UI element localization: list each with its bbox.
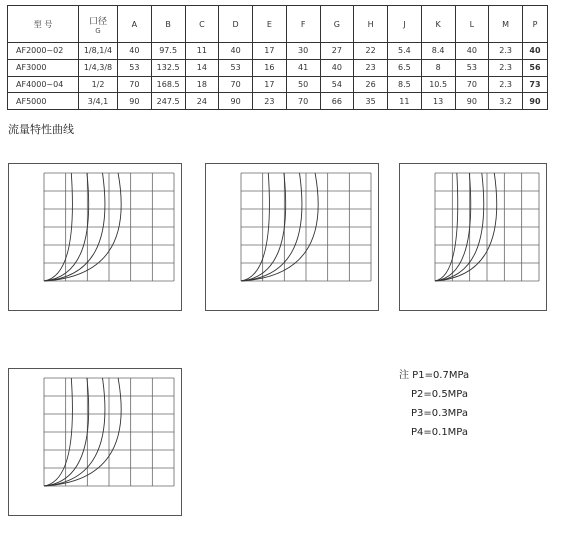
- value-cell: 1/2: [79, 76, 118, 93]
- header-j: J: [388, 6, 422, 43]
- dimension-table: [7, 5, 548, 110]
- value-cell: 50: [286, 76, 320, 93]
- note-line-p1: 注 P1=0.7MPa: [399, 370, 470, 381]
- value-cell: 24: [185, 93, 219, 110]
- value-cell: 40: [320, 59, 354, 76]
- value-cell: 35: [354, 93, 388, 110]
- value-cell: 5.4: [388, 43, 422, 60]
- value-cell: 13: [421, 93, 455, 110]
- header-m: M: [489, 6, 523, 43]
- header-a: A: [118, 6, 152, 43]
- flow-chart-af2000: [8, 163, 182, 311]
- header-k: K: [421, 6, 455, 43]
- chart-frame: [9, 369, 182, 516]
- value-cell: 90: [219, 93, 253, 110]
- flow-chart-af5000: [8, 368, 182, 516]
- flow-chart-af4000: [399, 163, 547, 311]
- pressure-note: [399, 366, 469, 442]
- value-cell: 53: [118, 59, 152, 76]
- value-cell: 70: [118, 76, 152, 93]
- value-cell: 10.5: [421, 76, 455, 93]
- chart-frame: [206, 164, 379, 311]
- header-h: H: [354, 6, 388, 43]
- value-cell: 56: [523, 59, 548, 76]
- value-cell: 40: [118, 43, 152, 60]
- header-g: G: [320, 6, 354, 43]
- value-cell: 54: [320, 76, 354, 93]
- value-cell: 40: [455, 43, 489, 60]
- value-cell: 1/4,3/8: [79, 59, 118, 76]
- value-cell: 70: [455, 76, 489, 93]
- value-cell: 8: [421, 59, 455, 76]
- header-model: 型 号: [8, 6, 79, 43]
- header-l: L: [455, 6, 489, 43]
- model-cell: AF2000~02: [8, 43, 79, 60]
- table-header-row: [8, 6, 548, 43]
- header-e: E: [253, 6, 287, 43]
- value-cell: 30: [286, 43, 320, 60]
- value-cell: 90: [523, 93, 548, 110]
- note-line-p4: P4=0.1MPa: [411, 427, 469, 438]
- value-cell: 18: [185, 76, 219, 93]
- header-p: P: [523, 6, 548, 43]
- value-cell: 70: [286, 93, 320, 110]
- value-cell: 97.5: [151, 43, 185, 60]
- value-cell: 8.5: [388, 76, 422, 93]
- value-cell: 11: [185, 43, 219, 60]
- value-cell: 2.3: [489, 43, 523, 60]
- flow-characteristics-title: 流量特性曲线: [8, 123, 74, 136]
- header-c: C: [185, 6, 219, 43]
- chart-frame: [9, 164, 182, 311]
- note-line-p2: P2=0.5MPa: [411, 389, 469, 400]
- value-cell: 26: [354, 76, 388, 93]
- model-cell: AF3000: [8, 59, 79, 76]
- value-cell: 2.3: [489, 76, 523, 93]
- chart-frame: [400, 164, 547, 311]
- value-cell: 70: [219, 76, 253, 93]
- value-cell: 27: [320, 43, 354, 60]
- value-cell: 53: [455, 59, 489, 76]
- value-cell: 8.4: [421, 43, 455, 60]
- value-cell: 3.2: [489, 93, 523, 110]
- value-cell: 2.3: [489, 59, 523, 76]
- value-cell: 53: [219, 59, 253, 76]
- value-cell: 41: [286, 59, 320, 76]
- flow-chart-af3000: [205, 163, 379, 311]
- note-line-p3: P3=0.3MPa: [411, 408, 469, 419]
- header-b: B: [151, 6, 185, 43]
- value-cell: 22: [354, 43, 388, 60]
- table-row: [8, 93, 548, 110]
- value-cell: 168.5: [151, 76, 185, 93]
- model-cell: AF4000~04: [8, 76, 79, 93]
- value-cell: 90: [118, 93, 152, 110]
- header-d: D: [219, 6, 253, 43]
- value-cell: 23: [253, 93, 287, 110]
- model-cell: AF5000: [8, 93, 79, 110]
- value-cell: 90: [455, 93, 489, 110]
- value-cell: 6.5: [388, 59, 422, 76]
- value-cell: 66: [320, 93, 354, 110]
- value-cell: 1/8,1/4: [79, 43, 118, 60]
- value-cell: 132.5: [151, 59, 185, 76]
- value-cell: 247.5: [151, 93, 185, 110]
- value-cell: 11: [388, 93, 422, 110]
- value-cell: 73: [523, 76, 548, 93]
- value-cell: 40: [219, 43, 253, 60]
- value-cell: 23: [354, 59, 388, 76]
- header-port: 口径 G: [79, 6, 118, 43]
- value-cell: 17: [253, 76, 287, 93]
- value-cell: 3/4,1: [79, 93, 118, 110]
- value-cell: 14: [185, 59, 219, 76]
- table-row: [8, 76, 548, 93]
- table-row: [8, 43, 548, 60]
- value-cell: 16: [253, 59, 287, 76]
- value-cell: 40: [523, 43, 548, 60]
- value-cell: 17: [253, 43, 287, 60]
- header-f: F: [286, 6, 320, 43]
- table-row: [8, 59, 548, 76]
